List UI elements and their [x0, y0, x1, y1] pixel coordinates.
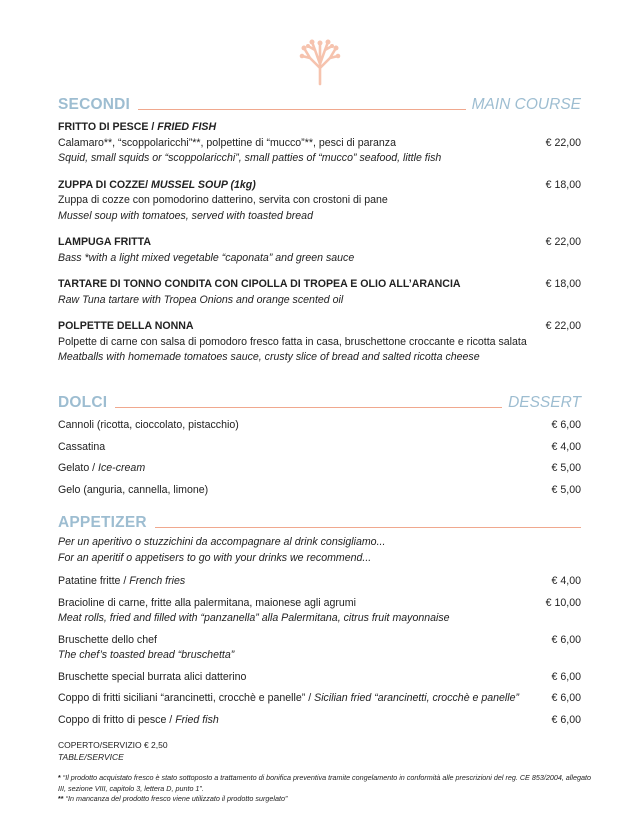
- item-name: Gelo (anguria, cannella, limone): [58, 483, 209, 496]
- item-price: € 6,00: [551, 713, 581, 726]
- item-price: € 6,00: [551, 419, 581, 431]
- menu-item: [58, 178, 581, 225]
- footnote-text: “In mancanza del prodotto fresco viene utilizzato il prodotto surgelato”: [63, 794, 288, 803]
- menu-item: [58, 691, 581, 707]
- menu-item: [58, 418, 581, 434]
- item-price: € 10,00: [545, 596, 581, 609]
- item-desc-en: The chef’s toasted bread “bruschetta”: [58, 649, 235, 661]
- item-desc: Polpette di carne con salsa di pomodoro fresco fatta in casa, bruschettone croccante e ricotta salata: [58, 335, 527, 348]
- item-price: € 22,00: [545, 320, 581, 332]
- cover-charge-en: TABLE/SERVICE: [58, 752, 124, 762]
- item-name: Cassatina: [58, 440, 106, 453]
- item-name-en: Fried fish: [175, 713, 219, 726]
- footnote-text: “Il prodotto acquistato fresco è stato sottoposto a trattamento di bonifica preventiva tramite congelamento in conformità alle prescrizioni del reg. CE 853/2004, allegato III, sezione VIII, capitolo 3, lettera D, punto 1”.: [58, 773, 591, 793]
- menu-item: [58, 319, 581, 366]
- item-name-en: MUSSEL SOUP (1kg): [151, 178, 256, 191]
- menu-item: [58, 713, 581, 729]
- item-price: € 22,00: [545, 236, 581, 248]
- footnote-1: [58, 773, 598, 794]
- item-name: Patatine fritte /: [58, 575, 130, 587]
- item-price: € 4,00: [551, 440, 581, 453]
- item-name: LAMPUGA FRITTA: [58, 236, 151, 248]
- section-header: [58, 94, 581, 114]
- section-title: APPETIZER: [58, 514, 147, 531]
- item-price: € 5,00: [551, 483, 581, 496]
- item-name: Coppo di fritti siciliani “arancinetti, crocchè e panelle” /: [58, 692, 315, 704]
- coral-logo: [298, 38, 342, 86]
- footnote-mark: *: [58, 773, 61, 782]
- menu-item: [58, 483, 581, 499]
- item-desc-en: Squid, small squids or “scoppolaricchi”, small patties of “mucco” seafood, little fish: [58, 152, 442, 164]
- item-name: POLPETTE DELLA NONNA: [58, 320, 194, 332]
- item-name: ZUPPA DI COZZE/: [58, 178, 151, 191]
- section-header: [58, 392, 581, 412]
- item-name-en: French fries: [129, 575, 186, 587]
- item-name: Bruschette special burrata alici datterino: [58, 670, 247, 683]
- item-desc-en: Bass *with a light mixed vegetable “caponata” and green sauce: [58, 251, 355, 264]
- section-secondi: [58, 94, 581, 377]
- menu-item: [58, 670, 581, 686]
- menu-item: [58, 120, 581, 167]
- divider: [155, 527, 581, 528]
- item-name: TARTARE DI TONNO CONDITA CON CIPOLLA DI TROPEA E OLIO ALL’ARANCIA: [58, 278, 461, 290]
- cover-charge-it: COPERTO/SERVIZIO € 2,50: [58, 740, 168, 750]
- footnote-mark: **: [58, 794, 64, 803]
- footnote-2: [58, 794, 598, 805]
- section-appetizer: [58, 512, 581, 734]
- intro-en: For an aperitif o appetisers to go with your drinks we recommend...: [58, 552, 372, 564]
- item-name-en: FRIED FISH: [157, 121, 217, 133]
- item-name: Bracioline di carne, fritte alla palermitana, maionese agli agrumi: [58, 596, 356, 609]
- item-price: € 4,00: [551, 575, 581, 587]
- item-price: € 5,00: [551, 462, 581, 474]
- item-name: Bruschette dello chef: [58, 633, 157, 646]
- menu-item: [58, 633, 581, 664]
- item-name: Coppo di fritto di pesce /: [58, 713, 176, 726]
- footnotes: [58, 773, 598, 805]
- menu-item: [58, 277, 581, 308]
- item-price: € 18,00: [545, 178, 581, 191]
- section-dolci: [58, 392, 581, 504]
- item-price: € 6,00: [551, 670, 581, 683]
- section-subtitle: DESSERT: [508, 394, 581, 411]
- item-price: € 6,00: [551, 692, 581, 704]
- item-name-en: Ice-cream: [98, 462, 146, 474]
- cover-charge: [58, 739, 168, 763]
- menu-item: [58, 235, 581, 266]
- menu-item: [58, 440, 581, 456]
- section-title: SECONDI: [58, 96, 131, 113]
- intro-it: Per un aperitivo o stuzzichini da accompagnare al drink consigliamo...: [58, 536, 386, 548]
- divider: [115, 407, 502, 408]
- item-desc-en: Meatballs with homemade tomatoes sauce, crusty slice of bread and salted ricotta cheese: [58, 351, 480, 363]
- section-subtitle: MAIN COURSE: [471, 96, 581, 113]
- item-desc-en: Mussel soup with tomatoes, served with toasted bread: [58, 209, 313, 222]
- item-name: FRITTO DI PESCE /: [58, 121, 158, 133]
- item-price: € 18,00: [545, 278, 581, 290]
- item-name: Gelato /: [58, 462, 99, 474]
- menu-item: [58, 574, 581, 590]
- menu-item: [58, 596, 581, 627]
- divider: [138, 109, 466, 110]
- item-price: € 6,00: [551, 633, 581, 646]
- item-name-en: Sicilian fried “arancinetti, crocchè e panelle”: [314, 692, 520, 704]
- item-desc: Zuppa di cozze con pomodorino datterino, servita con crostoni di pane: [58, 194, 388, 206]
- item-desc-en: Raw Tuna tartare with Tropea Onions and orange scented oil: [58, 293, 344, 306]
- section-header: [58, 512, 581, 532]
- item-name: Cannoli (ricotta, cioccolato, pistacchio): [58, 419, 239, 431]
- item-desc: Calamaro**, “scoppolaricchi”**, polpettine di “mucco”**, pesci di paranza: [58, 136, 396, 149]
- section-title: DOLCI: [58, 394, 108, 411]
- menu-item: [58, 461, 581, 477]
- section-intro: [58, 534, 581, 566]
- item-price: € 22,00: [545, 136, 581, 149]
- item-desc-en: Meat rolls, fried and filled with “panzanella” alla Palermitana, citrus fruit mayonnaise: [58, 612, 450, 624]
